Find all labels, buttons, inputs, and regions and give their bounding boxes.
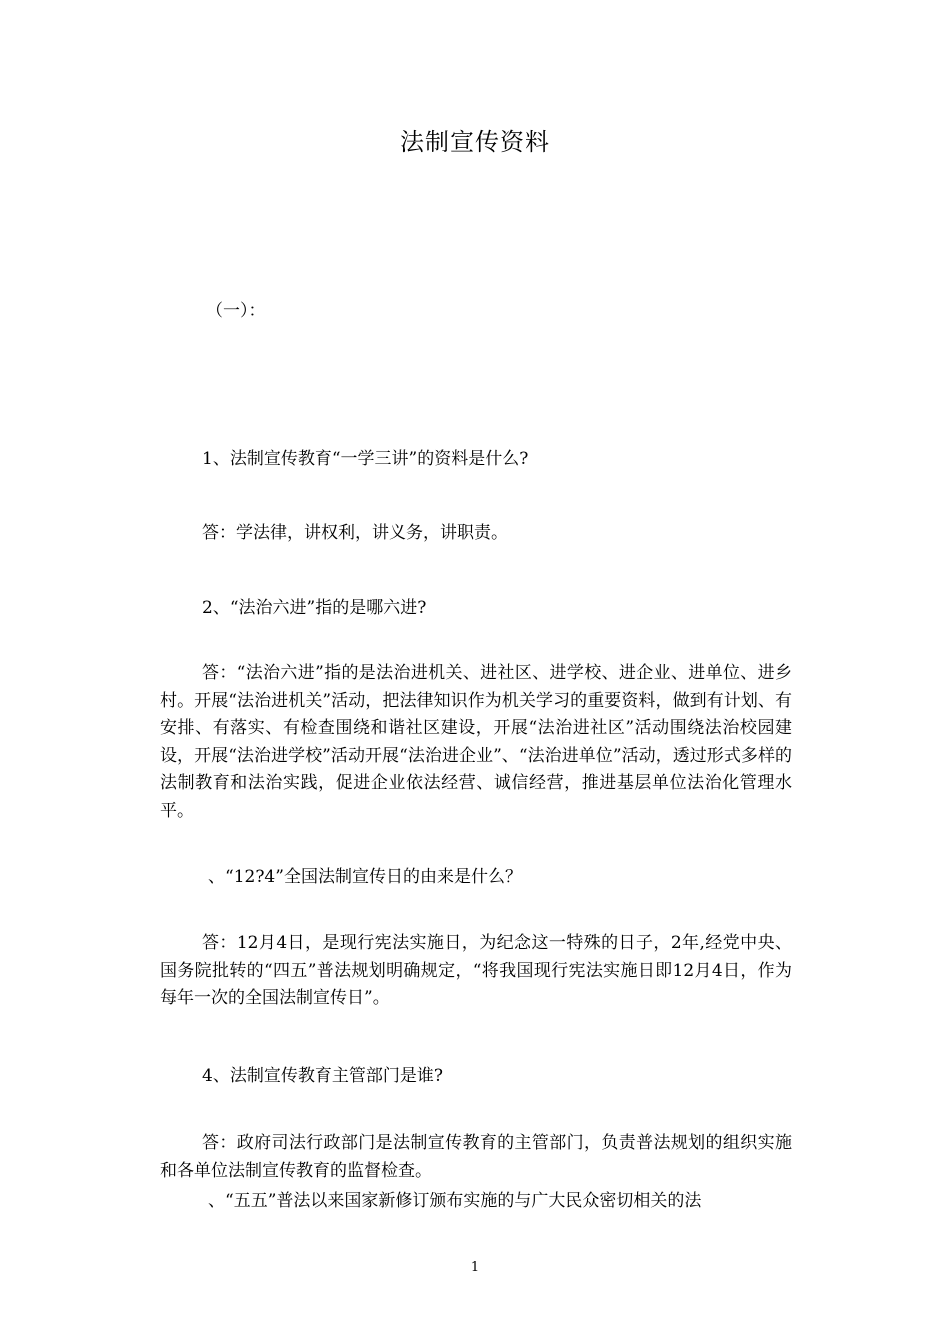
answer-3: 答：12月4日，是现行宪法实施日，为纪念这一特殊的日子，2年,经党中央、国务院批转的“四五”普法规划明确规定，“将我国现行宪法实施日即12月4日，作为每年一次的全国法制宣传日”。 <box>160 933 792 1008</box>
document-title: 法制宣传资料 <box>400 128 550 156</box>
answer-4: 答：政府司法行政部门是法制宣传教育的主管部门，负责普法规划的组织实施和各单位法制宣传教育的监督检查。 <box>160 1133 792 1181</box>
page-number: 1 <box>470 1260 480 1275</box>
question-4: 4、法制宣传教育主管部门是谁? <box>202 1066 443 1086</box>
answer-2: 答：“法治六进”指的是法治进机关、进社区、进学校、进企业、进单位、进乡村。开展“法治进机关”活动，把法律知识作为机关学习的重要资料，做到有计划、有安排、有落实、有检查围绕和谐社区建设，开展“法治进社区”活动围绕法治校园建设，开展“法治进学校”活动开展“法治进企业”、“法治进单位”活动，透过形式多样的法制教育和法治实践，促进企业依法经营、诚信经营，推进基层单位法治化管理水平。 <box>160 663 792 821</box>
answer-1: 答：学法律，讲权利，讲义务，讲职责。 <box>202 523 508 543</box>
trailing-line: 、“五五”普法以来国家新修订颁布实施的与广大民众密切相关的法 <box>208 1191 702 1211</box>
question-1: 1、法制宣传教育“一学三讲”的资料是什么? <box>202 449 529 469</box>
section-heading: （一）： <box>206 301 266 321</box>
question-3: 、“12?4”全国法制宣传日的由来是什么？ <box>208 867 522 887</box>
question-2: 2、“法治六进”指的是哪六进? <box>202 598 427 618</box>
